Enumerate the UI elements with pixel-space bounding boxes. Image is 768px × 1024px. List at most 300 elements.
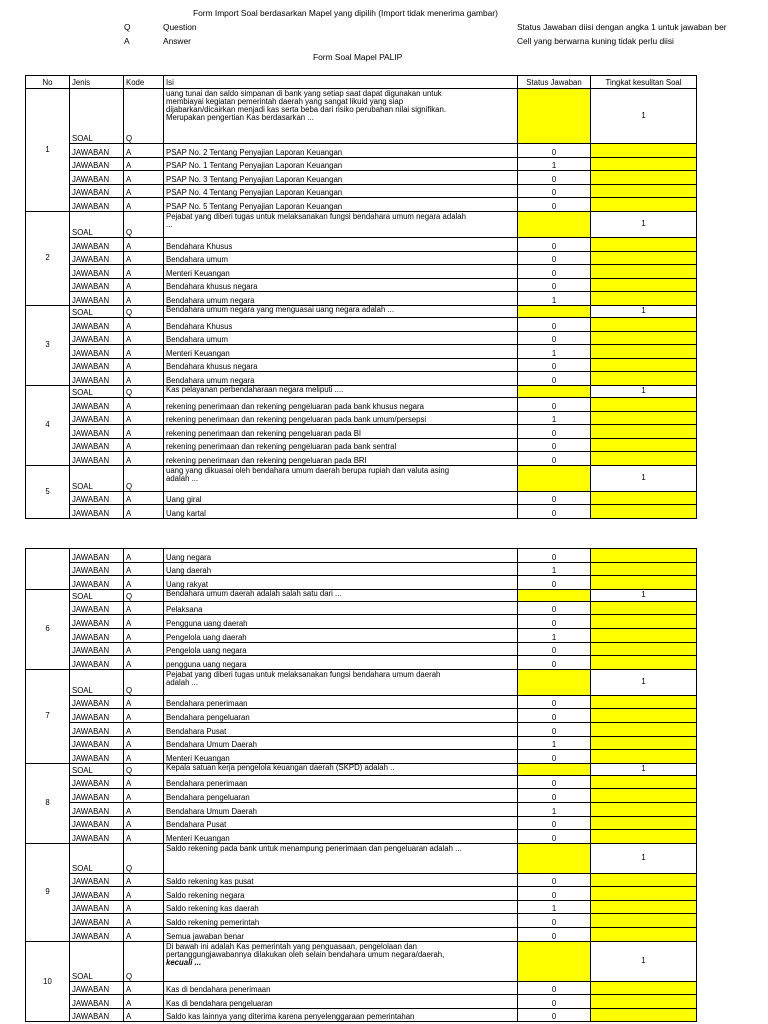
kode-a: A — [124, 873, 164, 887]
answer-row — [26, 736, 697, 750]
jenis-soal: SOAL — [70, 465, 124, 491]
kode-a: A — [124, 750, 164, 764]
answer-text: Saldo rekening negara — [164, 887, 518, 901]
answer-row — [26, 900, 697, 914]
question-row — [26, 669, 697, 695]
kode-a: A — [124, 157, 164, 171]
difficulty-cell — [591, 601, 697, 615]
answer-status: 0 — [518, 372, 591, 386]
question-number: 6 — [26, 589, 70, 669]
answer-row — [26, 981, 697, 995]
answer-row — [26, 830, 697, 844]
answer-row — [26, 198, 697, 212]
answer-status: 0 — [518, 722, 591, 736]
difficulty-cell — [591, 576, 697, 590]
answer-status: 0 — [518, 331, 591, 345]
difficulty-cell — [591, 184, 697, 198]
legend-q-meaning: Question — [163, 22, 197, 32]
legend-q-code: Q — [124, 22, 131, 32]
questions-table-page-2 — [25, 548, 697, 1022]
answer-status: 0 — [518, 425, 591, 439]
answer-text: PSAP No. 5 Tentang Penyajian Laporan Keuangan — [164, 198, 518, 212]
jenis-jawaban: JAWABAN — [70, 887, 124, 901]
status-jawaban-cell — [518, 843, 591, 873]
answer-status: 1 — [518, 628, 591, 642]
answer-row — [26, 775, 697, 789]
answer-text: PSAP No. 1 Tentang Penyajian Laporan Keuangan — [164, 157, 518, 171]
jenis-jawaban: JAWABAN — [70, 345, 124, 359]
question-text-line: Bendahara umum negara yang menguasai uang negara adalah ... — [166, 305, 395, 314]
answer-row — [26, 184, 697, 198]
jenis-soal: SOAL — [70, 305, 124, 317]
answer-status: 0 — [518, 775, 591, 789]
difficulty-cell — [591, 816, 697, 830]
jenis-jawaban: JAWABAN — [70, 628, 124, 642]
answer-row — [26, 914, 697, 928]
answer-row — [26, 251, 697, 265]
kode-a: A — [124, 265, 164, 279]
answer-status: 0 — [518, 887, 591, 901]
answer-status: 0 — [518, 789, 591, 803]
answer-text: Saldo rekening kas daerah — [164, 900, 518, 914]
jenis-jawaban: JAWABAN — [70, 1008, 124, 1022]
answer-text: Bendahara Pusat — [164, 816, 518, 830]
answer-text: Bendahara penerimaan — [164, 695, 518, 709]
answer-status: 0 — [518, 184, 591, 198]
jenis-jawaban: JAWABAN — [70, 816, 124, 830]
kode-a: A — [124, 425, 164, 439]
question-number: 4 — [26, 385, 70, 465]
answer-status: 0 — [518, 750, 591, 764]
jenis-jawaban: JAWABAN — [70, 171, 124, 185]
answer-status: 0 — [518, 317, 591, 331]
note-status: Status Jawaban diisi dengan angka 1 untuk jawaban ber — [517, 22, 727, 32]
difficulty-cell — [591, 397, 697, 411]
jenis-jawaban: JAWABAN — [70, 775, 124, 789]
answer-status: 1 — [518, 900, 591, 914]
jenis-jawaban: JAWABAN — [70, 695, 124, 709]
answer-status: 0 — [518, 928, 591, 942]
answer-text: Bendahara Umum Daerah — [164, 736, 518, 750]
jenis-jawaban: JAWABAN — [70, 615, 124, 629]
kode-q: Q — [124, 941, 164, 981]
question-row — [26, 763, 697, 775]
col-header-jenis: Jenis — [70, 76, 124, 89]
jenis-soal: SOAL — [70, 211, 124, 237]
kode-a: A — [124, 251, 164, 265]
difficulty-cell — [591, 251, 697, 265]
jenis-jawaban: JAWABAN — [70, 914, 124, 928]
kode-q: Q — [124, 843, 164, 873]
answer-row — [26, 722, 697, 736]
jenis-soal: SOAL — [70, 385, 124, 397]
answer-row — [26, 816, 697, 830]
answer-row — [26, 615, 697, 629]
difficulty-cell — [591, 157, 697, 171]
answer-row — [26, 278, 697, 292]
difficulty-value: 1 — [591, 763, 697, 775]
kode-a: A — [124, 358, 164, 372]
jenis-jawaban: JAWABAN — [70, 802, 124, 816]
question-text-line: Pejabat yang diberi tugas untuk melaksanakan fungsi bendahara umum daerah — [166, 669, 441, 679]
jenis-jawaban: JAWABAN — [70, 278, 124, 292]
status-jawaban-cell — [518, 589, 591, 601]
answer-text: Pengelola uang negara — [164, 642, 518, 656]
difficulty-cell — [591, 709, 697, 723]
answer-row — [26, 750, 697, 764]
answer-row — [26, 562, 697, 576]
jenis-jawaban: JAWABAN — [70, 251, 124, 265]
jenis-soal: SOAL — [70, 89, 124, 144]
kode-a: A — [124, 628, 164, 642]
difficulty-value: 1 — [591, 941, 697, 981]
kode-q: Q — [124, 763, 164, 775]
answer-row — [26, 171, 697, 185]
status-jawaban-cell — [518, 669, 591, 695]
note-yellow: Cell yang berwarna kuning tidak perlu diisi — [517, 36, 674, 46]
kode-a: A — [124, 995, 164, 1009]
kode-a: A — [124, 198, 164, 212]
answer-row — [26, 873, 697, 887]
col-header-status-jawaban: Status Jawaban — [518, 76, 591, 89]
status-jawaban-cell — [518, 211, 591, 237]
answer-status: 1 — [518, 411, 591, 425]
question-text — [164, 941, 518, 981]
status-jawaban-cell — [518, 305, 591, 317]
answer-text: Kas di bendahara pengeluaran — [164, 995, 518, 1009]
kode-a: A — [124, 789, 164, 803]
answer-text: rekening penerimaan dan rekening pengeluaran pada BI — [164, 425, 518, 439]
kode-a: A — [124, 914, 164, 928]
difficulty-cell — [591, 887, 697, 901]
answer-text: Bendahara Umum Daerah — [164, 802, 518, 816]
kode-a: A — [124, 562, 164, 576]
answer-status: 1 — [518, 345, 591, 359]
difficulty-value: 1 — [591, 843, 697, 873]
answer-text: Uang giral — [164, 491, 518, 505]
difficulty-cell — [591, 981, 697, 995]
jenis-jawaban: JAWABAN — [70, 372, 124, 386]
answer-text: PSAP No. 3 Tentang Penyajian Laporan Keuangan — [164, 171, 518, 185]
jenis-jawaban: JAWABAN — [70, 265, 124, 279]
question-text-line: Pejabat yang diberi tugas untuk melaksanakan fungsi bendahara umum negara adalah — [166, 211, 466, 221]
jenis-jawaban: JAWABAN — [70, 491, 124, 505]
kode-a: A — [124, 345, 164, 359]
difficulty-value: 1 — [591, 465, 697, 491]
kode-a: A — [124, 1008, 164, 1022]
question-text — [164, 843, 518, 873]
question-text-line: Kepala satuan kerja pengelola keuangan daerah (SKPD) adalah .. — [166, 763, 395, 772]
question-number: 5 — [26, 465, 70, 518]
kode-a: A — [124, 601, 164, 615]
jenis-jawaban: JAWABAN — [70, 900, 124, 914]
questions-table-page-1 — [25, 75, 697, 519]
answer-status: 0 — [518, 265, 591, 279]
question-number: 2 — [26, 211, 70, 305]
kode-a: A — [124, 184, 164, 198]
answer-row — [26, 995, 697, 1009]
answer-row — [26, 576, 697, 590]
status-jawaban-cell — [518, 385, 591, 397]
question-text — [164, 589, 518, 601]
question-row — [26, 211, 697, 237]
answer-row — [26, 237, 697, 251]
jenis-jawaban: JAWABAN — [70, 144, 124, 158]
answer-status: 0 — [518, 642, 591, 656]
question-number: 7 — [26, 669, 70, 763]
answer-text: rekening penerimaan dan rekening pengeluaran pada bank khusus negara — [164, 397, 518, 411]
answer-text: Menteri Keuangan — [164, 830, 518, 844]
question-number: 1 — [26, 89, 70, 212]
kode-a: A — [124, 397, 164, 411]
answer-row — [26, 372, 697, 386]
difficulty-cell — [591, 642, 697, 656]
jenis-jawaban: JAWABAN — [70, 184, 124, 198]
answer-status: 0 — [518, 816, 591, 830]
answer-row — [26, 358, 697, 372]
difficulty-cell — [591, 171, 697, 185]
jenis-jawaban: JAWABAN — [70, 292, 124, 306]
difficulty-cell — [591, 722, 697, 736]
difficulty-cell — [591, 331, 697, 345]
answer-text: rekening penerimaan dan rekening pengeluaran pada bank umum/persepsi — [164, 411, 518, 425]
kode-a: A — [124, 736, 164, 750]
difficulty-value: 1 — [591, 211, 697, 237]
jenis-jawaban: JAWABAN — [70, 981, 124, 995]
kode-a: A — [124, 171, 164, 185]
question-text — [164, 763, 518, 775]
kode-a: A — [124, 709, 164, 723]
kode-q: Q — [124, 211, 164, 237]
jenis-jawaban: JAWABAN — [70, 438, 124, 452]
question-text — [164, 211, 518, 237]
difficulty-cell — [591, 425, 697, 439]
answer-text: Bendahara penerimaan — [164, 775, 518, 789]
jenis-jawaban: JAWABAN — [70, 331, 124, 345]
answer-status: 1 — [518, 802, 591, 816]
answer-text: Bendahara Pusat — [164, 722, 518, 736]
jenis-jawaban: JAWABAN — [70, 576, 124, 590]
answer-status: 0 — [518, 491, 591, 505]
jenis-jawaban: JAWABAN — [70, 425, 124, 439]
answer-status: 1 — [518, 562, 591, 576]
jenis-jawaban: JAWABAN — [70, 411, 124, 425]
question-text-line: Merupakan pengertian Kas berdasarkan ... — [166, 113, 314, 122]
answer-text: Bendahara Khusus — [164, 237, 518, 251]
kode-a: A — [124, 642, 164, 656]
kode-a: A — [124, 237, 164, 251]
jenis-jawaban: JAWABAN — [70, 928, 124, 942]
answer-text: Pengelola uang daerah — [164, 628, 518, 642]
answer-status: 0 — [518, 656, 591, 670]
answer-status: 0 — [518, 914, 591, 928]
jenis-jawaban: JAWABAN — [70, 397, 124, 411]
jenis-jawaban: JAWABAN — [70, 317, 124, 331]
jenis-soal: SOAL — [70, 589, 124, 601]
answer-status: 0 — [518, 549, 591, 563]
answer-text: Bendahara umum — [164, 331, 518, 345]
jenis-jawaban: JAWABAN — [70, 830, 124, 844]
answer-row — [26, 1008, 697, 1022]
difficulty-cell — [591, 628, 697, 642]
kode-a: A — [124, 505, 164, 519]
kode-a: A — [124, 549, 164, 563]
answer-text: Bendahara umum negara — [164, 292, 518, 306]
answer-row — [26, 411, 697, 425]
question-row — [26, 843, 697, 873]
legend-a-code: A — [124, 36, 130, 46]
difficulty-cell — [591, 345, 697, 359]
answer-row — [26, 397, 697, 411]
answer-status: 0 — [518, 615, 591, 629]
question-text — [164, 89, 518, 144]
jenis-jawaban: JAWABAN — [70, 549, 124, 563]
question-number: 10 — [26, 941, 70, 1022]
question-number-cont — [26, 549, 70, 590]
question-text — [164, 385, 518, 397]
jenis-jawaban: JAWABAN — [70, 505, 124, 519]
kode-a: A — [124, 317, 164, 331]
question-text-line: Kas pelayanan perbendaharaan negara meliputi .... — [166, 385, 344, 394]
kode-q: Q — [124, 669, 164, 695]
kode-a: A — [124, 576, 164, 590]
kode-a: A — [124, 900, 164, 914]
difficulty-cell — [591, 802, 697, 816]
difficulty-cell — [591, 873, 697, 887]
answer-status: 0 — [518, 171, 591, 185]
difficulty-value: 1 — [591, 669, 697, 695]
status-jawaban-cell — [518, 763, 591, 775]
difficulty-cell — [591, 914, 697, 928]
answer-text: Menteri Keuangan — [164, 345, 518, 359]
kode-a: A — [124, 775, 164, 789]
answer-row — [26, 425, 697, 439]
jenis-jawaban: JAWABAN — [70, 358, 124, 372]
answer-text: Menteri Keuangan — [164, 265, 518, 279]
kode-a: A — [124, 331, 164, 345]
answer-text: Saldo rekening kas pusat — [164, 873, 518, 887]
answer-text: Bendahara Khusus — [164, 317, 518, 331]
kode-a: A — [124, 722, 164, 736]
legend-a-meaning: Answer — [163, 36, 191, 46]
answer-status: 1 — [518, 157, 591, 171]
answer-status: 0 — [518, 695, 591, 709]
kode-a: A — [124, 144, 164, 158]
difficulty-cell — [591, 750, 697, 764]
jenis-jawaban: JAWABAN — [70, 722, 124, 736]
kode-a: A — [124, 438, 164, 452]
kode-a: A — [124, 802, 164, 816]
kode-a: A — [124, 411, 164, 425]
col-header-tingkat-kesulitan: Tingkat kesulitan Soal — [591, 76, 697, 89]
answer-row — [26, 505, 697, 519]
kode-a: A — [124, 830, 164, 844]
answer-text: pengguna uang negara — [164, 656, 518, 670]
difficulty-cell — [591, 775, 697, 789]
jenis-jawaban: JAWABAN — [70, 452, 124, 466]
jenis-jawaban: JAWABAN — [70, 237, 124, 251]
status-jawaban-cell — [518, 465, 591, 491]
answer-status: 0 — [518, 981, 591, 995]
answer-row — [26, 157, 697, 171]
answer-status: 0 — [518, 1008, 591, 1022]
answer-text: PSAP No. 4 Tentang Penyajian Laporan Keuangan — [164, 184, 518, 198]
answer-row — [26, 628, 697, 642]
question-text-line: kecuali ... — [166, 957, 202, 967]
answer-status: 0 — [518, 198, 591, 212]
answer-row — [26, 331, 697, 345]
form-title: Form Import Soal berdasarkan Mapel yang dipilih (Import tidak menerima gambar) — [193, 8, 498, 18]
answer-text: Semua jawaban benar — [164, 928, 518, 942]
answer-row — [26, 802, 697, 816]
answer-status: 0 — [518, 873, 591, 887]
question-text — [164, 465, 518, 491]
kode-a: A — [124, 887, 164, 901]
answer-status: 0 — [518, 709, 591, 723]
difficulty-cell — [591, 789, 697, 803]
answer-text: Menteri Keuangan — [164, 750, 518, 764]
answer-status: 0 — [518, 830, 591, 844]
difficulty-cell — [591, 411, 697, 425]
question-text-line: adalah ... — [166, 473, 199, 483]
kode-a: A — [124, 491, 164, 505]
question-text-line: uang yang dikuasai oleh bendahara umum daerah berupa rupiah dan valuta asing — [166, 465, 450, 475]
col-header-kode: Kode — [124, 76, 164, 89]
difficulty-cell — [591, 237, 697, 251]
kode-q: Q — [124, 89, 164, 144]
answer-text: rekening penerimaan dan rekening pengeluaran pada BRI — [164, 452, 518, 466]
answer-status: 0 — [518, 505, 591, 519]
answer-text: Bendahara umum negara — [164, 372, 518, 386]
difficulty-cell — [591, 549, 697, 563]
answer-row — [26, 317, 697, 331]
answer-row — [26, 928, 697, 942]
answer-row — [26, 491, 697, 505]
question-text — [164, 669, 518, 695]
answer-text: Uang kartal — [164, 505, 518, 519]
question-row — [26, 385, 697, 397]
difficulty-cell — [591, 452, 697, 466]
jenis-soal: SOAL — [70, 763, 124, 775]
question-text-line: Bendahara umum daerah adalah salah satu dari ... — [166, 589, 342, 598]
status-jawaban-cell — [518, 89, 591, 144]
answer-status: 0 — [518, 397, 591, 411]
difficulty-cell — [591, 736, 697, 750]
question-number: 3 — [26, 305, 70, 385]
difficulty-cell — [591, 144, 697, 158]
question-text-line: pertanggungjawabannya dilakukan oleh selain bendahara umum negara/daerah, — [166, 949, 445, 959]
jenis-jawaban: JAWABAN — [70, 873, 124, 887]
answer-status: 0 — [518, 601, 591, 615]
col-header-no: No — [26, 76, 70, 89]
difficulty-cell — [591, 615, 697, 629]
jenis-jawaban: JAWABAN — [70, 750, 124, 764]
difficulty-cell — [591, 656, 697, 670]
answer-status: 1 — [518, 736, 591, 750]
answer-row — [26, 549, 697, 563]
answer-status: 0 — [518, 576, 591, 590]
difficulty-cell — [591, 928, 697, 942]
difficulty-cell — [591, 995, 697, 1009]
kode-q: Q — [124, 465, 164, 491]
answer-text: Uang negara — [164, 549, 518, 563]
answer-text: Bendahara pengeluaran — [164, 789, 518, 803]
difficulty-cell — [591, 438, 697, 452]
kode-q: Q — [124, 305, 164, 317]
answer-text: Kas di bendahara penerimaan — [164, 981, 518, 995]
answer-row — [26, 789, 697, 803]
jenis-jawaban: JAWABAN — [70, 736, 124, 750]
